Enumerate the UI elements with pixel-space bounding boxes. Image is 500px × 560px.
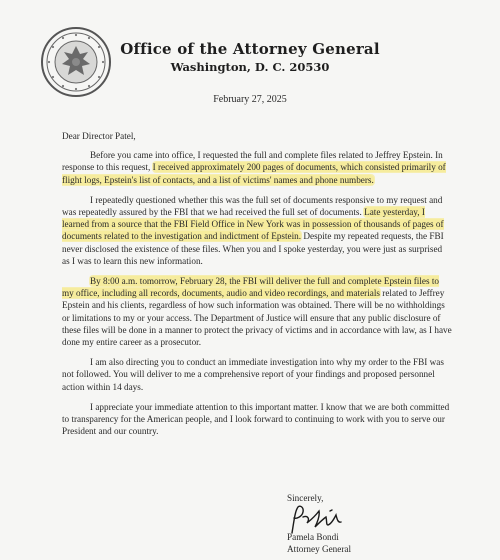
signer-name: Pamela Bondi bbox=[287, 532, 339, 542]
closing: Sincerely, bbox=[287, 493, 324, 503]
paragraph-2 bbox=[62, 194, 452, 267]
paragraph-5: I appreciate your immediate attention to this important matter. I know that we are both committed to transparency for the American people, and I look forward to continuing to work with you to serve our President and our country. bbox=[62, 401, 450, 437]
letter-date: February 27, 2025 bbox=[213, 94, 287, 105]
paragraph-3-text: related to Jeffrey Epstein and his clients, regardless of how such information was obtained. There will be no withholdings or limitations to my or your access. The Department of Justice will ensure that any public disclosure of these files will be done in a manner to protect the privacy of victims and in accordance with law, as I have done my entire career as a prosecutor. bbox=[62, 288, 452, 348]
salutation: Dear Director Patel, bbox=[62, 131, 136, 141]
paragraph-4: I am also directing you to conduct an immediate investigation into why my order to the FBI was not followed. You will deliver to me a comprehensive report of your findings and proposed personnel action within 14 days. bbox=[62, 357, 444, 392]
doj-seal-icon bbox=[40, 26, 112, 98]
highlight-3: By 8:00 a.m. tomorrow, February 28, the FBI will deliver the full and complete Epstein files to my office, including all records, documents, audio and video recordings, and materials bbox=[62, 276, 439, 299]
highlight-1: I received approximately 200 pages of documents, which consisted primarily of flight logs, Epstein's list of contacts, and a list of victims' names and phone numbers. bbox=[62, 162, 446, 185]
office-address: Washington, D. C. 20530 bbox=[170, 60, 330, 74]
paragraph-2-text-b: Despite my repeated requests, the FBI never disclosed the existence of these files. When you and I spoke yesterday, you were just as surprised as I was to learn this new information. bbox=[62, 231, 444, 266]
paragraph-1-text: Before you came into office, I requested the full and complete files related to Jeffrey Epstein. In response to this request, bbox=[62, 150, 443, 173]
letterhead bbox=[120, 40, 380, 74]
office-title: Office of the Attorney General bbox=[120, 40, 380, 58]
signer-title: Attorney General bbox=[287, 544, 352, 554]
paragraph-2-text-a: I repeatedly questioned whether this was the full set of documents responsive to my request and was repeatedly assured by the FBI that we had received the full set of documents. bbox=[62, 194, 443, 218]
highlight-2: Late yesterday, I learned from a source that the FBI Field Office in New York was in possession of thousands of pages of documents related to the investigation and indictment of Epstein. bbox=[62, 207, 444, 242]
letter-body bbox=[62, 130, 452, 445]
paragraph-1 bbox=[62, 149, 452, 186]
paragraph-3 bbox=[62, 275, 452, 348]
